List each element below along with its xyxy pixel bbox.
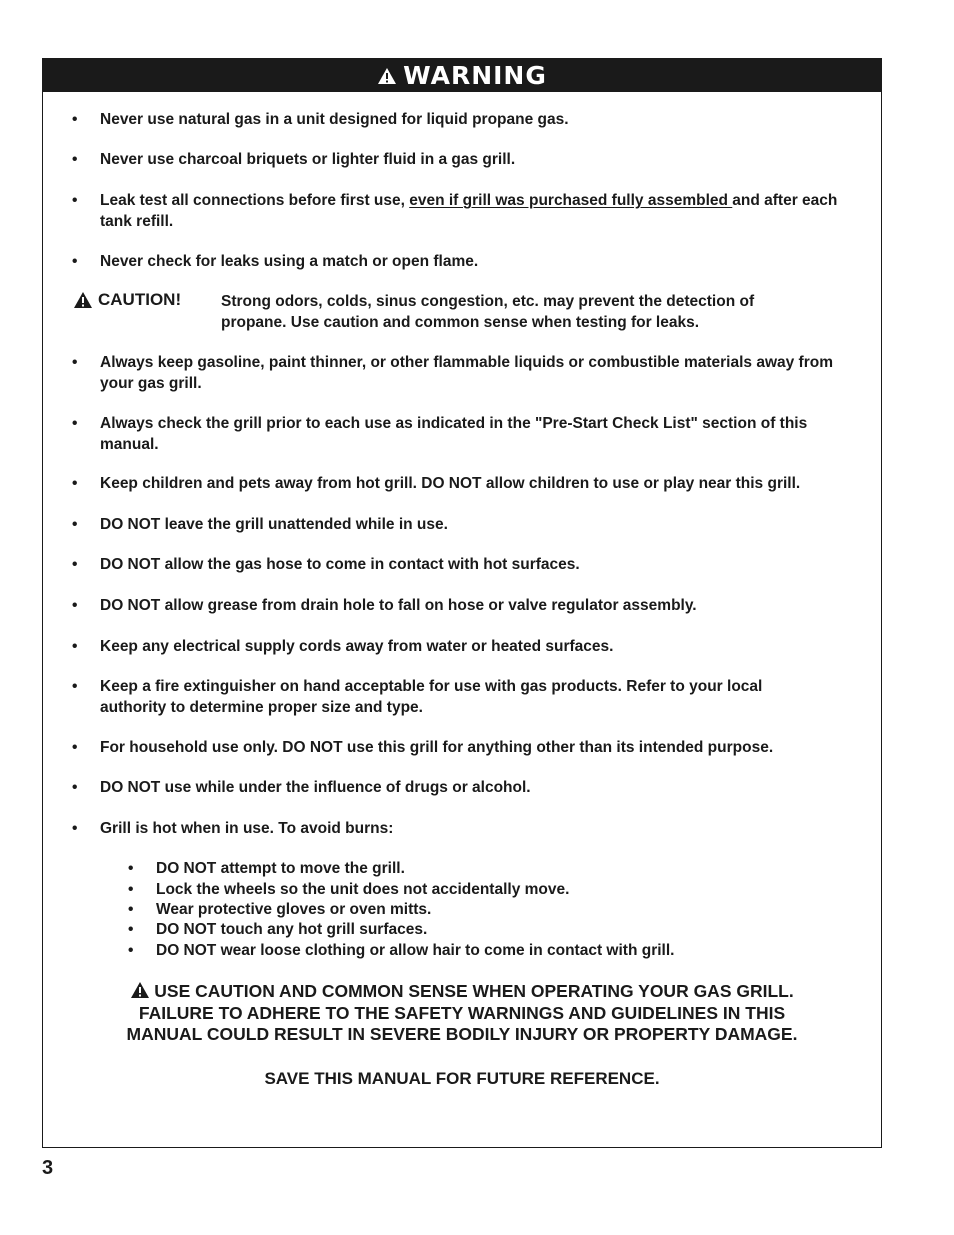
list-item-text: DO NOT allow grease from drain hole to fall on hose or valve regulator assembly. bbox=[100, 597, 697, 614]
final-warning-line2: FAILURE TO ADHERE TO THE SAFETY WARNINGS AND GUIDELINES IN THIS bbox=[138, 1002, 786, 1023]
list-item-text: For household use only. DO NOT use this grill for anything other than its intended purpose. bbox=[100, 739, 774, 756]
bullet: • bbox=[72, 638, 78, 655]
bullet: • bbox=[72, 779, 78, 796]
warning-triangle-icon bbox=[130, 981, 150, 999]
bullet: • bbox=[72, 253, 78, 270]
bullet: • bbox=[72, 415, 78, 432]
list-item-text bbox=[100, 191, 860, 232]
final-warning-line3: MANUAL COULD RESULT IN SEVERE BODILY INJURY OR PROPERTY DAMAGE. bbox=[126, 1024, 798, 1044]
bullet: • bbox=[72, 678, 78, 695]
bullet: • bbox=[128, 901, 134, 918]
bullet: • bbox=[72, 354, 78, 371]
final-warning bbox=[43, 981, 881, 1046]
bullet: • bbox=[72, 556, 78, 573]
list-item-text: Never check for leaks using a match or open flame. bbox=[100, 253, 479, 270]
bullet: • bbox=[72, 597, 78, 614]
sub-list-item-text: DO NOT touch any hot grill surfaces. bbox=[156, 921, 428, 938]
list-item-text: Keep any electrical supply cords away from water or heated surfaces. bbox=[100, 638, 614, 655]
list-item-text: DO NOT leave the grill unattended while in use. bbox=[100, 516, 448, 533]
bullet: • bbox=[72, 111, 78, 128]
sub-list-item-text: DO NOT attempt to move the grill. bbox=[156, 860, 405, 877]
caution-text: Strong odors, colds, sinus congestion, etc. may prevent the detection of propane. Use caution and common sense when testing for leaks. bbox=[221, 293, 755, 331]
warning-box bbox=[42, 58, 882, 1148]
list-item-text: DO NOT use while under the influence of drugs or alcohol. bbox=[100, 779, 531, 796]
bullet: • bbox=[128, 881, 134, 898]
list-item-text: Never use charcoal briquets or lighter fluid in a gas grill. bbox=[100, 151, 516, 168]
sub-list-item-text: Lock the wheels so the unit does not accidentally move. bbox=[156, 881, 570, 898]
bullet: • bbox=[128, 860, 134, 877]
bullet: • bbox=[72, 151, 78, 168]
list-item-text: DO NOT allow the gas hose to come in contact with hot surfaces. bbox=[100, 556, 580, 573]
sub-list-item-text: Wear protective gloves or oven mitts. bbox=[156, 901, 432, 918]
list-item-text: Keep a fire extinguisher on hand acceptable for use with gas products. Refer to your local authority to determine proper size and type. bbox=[100, 678, 763, 716]
bullet: • bbox=[72, 739, 78, 756]
caution-label bbox=[73, 290, 181, 310]
warning-title: WARNING bbox=[403, 61, 547, 90]
save-manual-note: SAVE THIS MANUAL FOR FUTURE REFERENCE. bbox=[264, 1069, 660, 1088]
bullet: • bbox=[128, 942, 134, 959]
list-item-text: Keep children and pets away from hot grill. DO NOT allow children to use or play near this grill. bbox=[100, 475, 801, 492]
caution-label-text: CAUTION! bbox=[98, 290, 182, 309]
list-item-text: Grill is hot when in use. To avoid burns: bbox=[100, 820, 394, 837]
sub-list-item-text: DO NOT wear loose clothing or allow hair to come in contact with grill. bbox=[156, 942, 675, 959]
warning-triangle-icon bbox=[377, 67, 397, 85]
bullet: • bbox=[72, 516, 78, 533]
leak-test-post: and after each tank refill. bbox=[100, 192, 838, 230]
bullet: • bbox=[72, 475, 78, 492]
bullet: • bbox=[128, 921, 134, 938]
page-number: 3 bbox=[42, 1157, 54, 1179]
list-item-text: Always check the grill prior to each use as indicated in the "Pre-Start Check List" section of this manual. bbox=[100, 415, 808, 453]
warning-header bbox=[43, 59, 881, 92]
final-warning-line1 bbox=[43, 981, 881, 1003]
bullet: • bbox=[72, 192, 78, 209]
leak-test-underlined: even if grill was purchased fully assembled bbox=[409, 192, 733, 209]
list-item-text: Always keep gasoline, paint thinner, or other flammable liquids or combustible materials away from your gas grill. bbox=[100, 354, 833, 392]
final-warning-line1-text: USE CAUTION AND COMMON SENSE WHEN OPERATING YOUR GAS GRILL. bbox=[154, 981, 794, 1001]
leak-test-pre: Leak test all connections before first use, bbox=[100, 192, 410, 209]
bullet: • bbox=[72, 820, 78, 837]
list-item-text: Never use natural gas in a unit designed for liquid propane gas. bbox=[100, 111, 569, 128]
caution-triangle-icon bbox=[73, 291, 93, 309]
